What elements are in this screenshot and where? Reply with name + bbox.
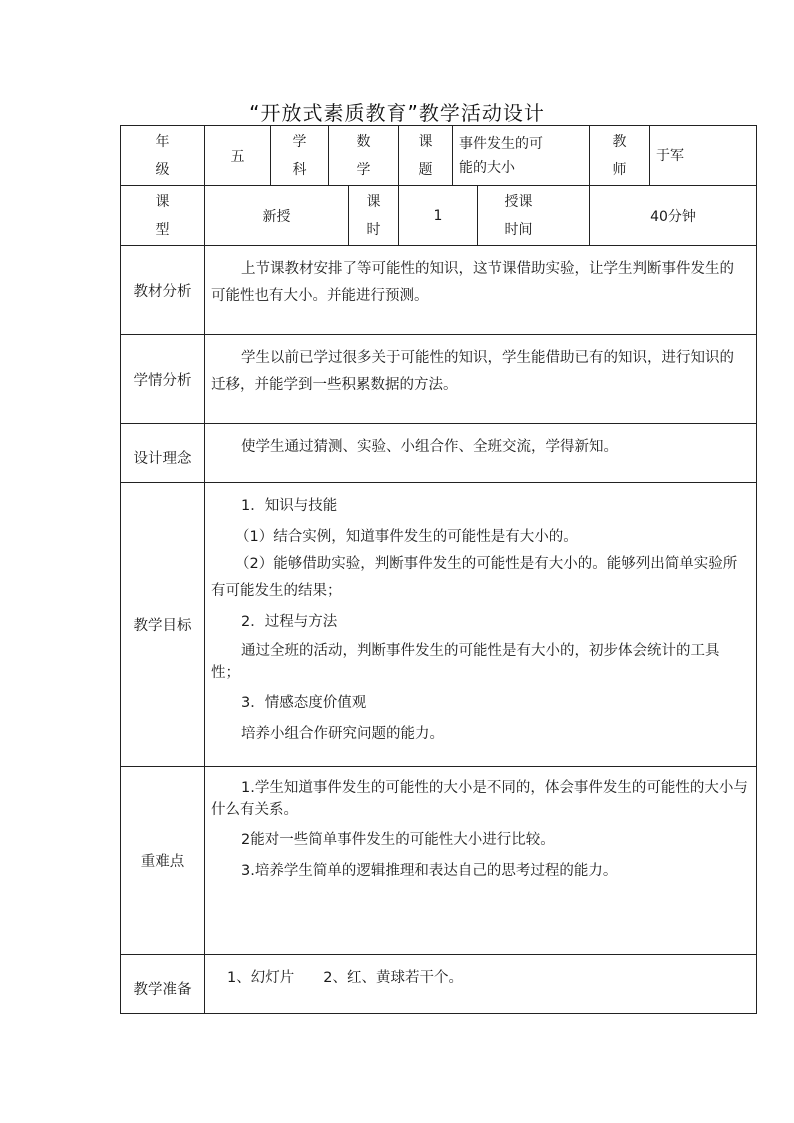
goal-3: 3．情感态度价值观 <box>241 695 367 711</box>
teacher-value: 于军 <box>650 126 757 186</box>
lesson-plan-table <box>120 125 757 1014</box>
teaching-goals-content <box>205 483 757 767</box>
key-points-label: 重难点 <box>121 767 205 955</box>
lesson-type-label: 课 型 <box>121 186 205 246</box>
key-points-content <box>205 767 757 955</box>
hours-value: 1 <box>399 186 478 246</box>
hours-label: 课 时 <box>349 186 399 246</box>
teaching-prep-content: 1、幻灯片 2、红、黄球若干个。 <box>205 955 757 1014</box>
grade-value: 五 <box>205 126 271 186</box>
goal-2: 2．过程与方法 <box>241 614 338 630</box>
goal-3a: 培养小组合作研究问题的能力。 <box>241 726 444 742</box>
goal-1: 1．知识与技能 <box>241 498 338 514</box>
teaching-time-label: 授课 时间 <box>478 186 590 246</box>
key-points-row <box>121 767 757 955</box>
key-point-2: 2能对一些简单事件发生的可能性大小进行比较。 <box>241 832 555 848</box>
header-row-2 <box>121 186 757 246</box>
topic-value: 事件发生的可 能的大小 <box>453 126 590 186</box>
subject-value: 数 学 <box>329 126 399 186</box>
goal-2a: 通过全班的活动，判断事件发生的可能性是有大小的，初步体会统计的工具性； <box>211 643 720 681</box>
page-title: “开放式素质教育”教学活动设计 <box>249 101 545 125</box>
textbook-analysis-label: 教材分析 <box>121 246 205 335</box>
design-concept-content: 使学生通过猜测、实验、小组合作、全班交流，学得新知。 <box>205 424 757 483</box>
design-concept-row <box>121 424 757 483</box>
design-concept-label: 设计理念 <box>121 424 205 483</box>
student-analysis-content: 学生以前已学过很多关于可能性的知识，学生能借助已有的知识，进行知识的迁移，并能学到一些积累数据的方法。 <box>205 335 757 424</box>
topic-label: 课 题 <box>399 126 453 186</box>
teacher-label: 教 师 <box>590 126 650 186</box>
key-point-3: 3.培养学生简单的逻辑推理和表达自己的思考过程的能力。 <box>241 863 618 879</box>
textbook-analysis-row <box>121 246 757 335</box>
teaching-prep-row <box>121 955 757 1014</box>
student-analysis-row <box>121 335 757 424</box>
goal-1b: （2）能够借助实验，判断事件发生的可能性是有大小的。能够列出简单实验所有可能发生的结果； <box>211 556 738 599</box>
teaching-goals-label: 教学目标 <box>121 483 205 767</box>
teaching-goals-row <box>121 483 757 767</box>
key-point-1: 1.学生知道事件发生的可能性的大小是不同的，体会事件发生的可能性的大小与什么有关系。 <box>211 780 748 818</box>
subject-label: 学 科 <box>271 126 329 186</box>
lesson-type-value: 新授 <box>205 186 349 246</box>
goal-1a: （1）结合实例，知道事件发生的可能性是有大小的。 <box>235 529 578 545</box>
teaching-prep-label: 教学准备 <box>121 955 205 1014</box>
grade-label: 年 级 <box>121 126 205 186</box>
student-analysis-label: 学情分析 <box>121 335 205 424</box>
teaching-time-value: 40分钟 <box>590 186 757 246</box>
header-row-1 <box>121 126 757 186</box>
textbook-analysis-content: 上节课教材安排了等可能性的知识，这节课借助实验，让学生判断事件发生的可能性也有大小。并能进行预测。 <box>205 246 757 335</box>
